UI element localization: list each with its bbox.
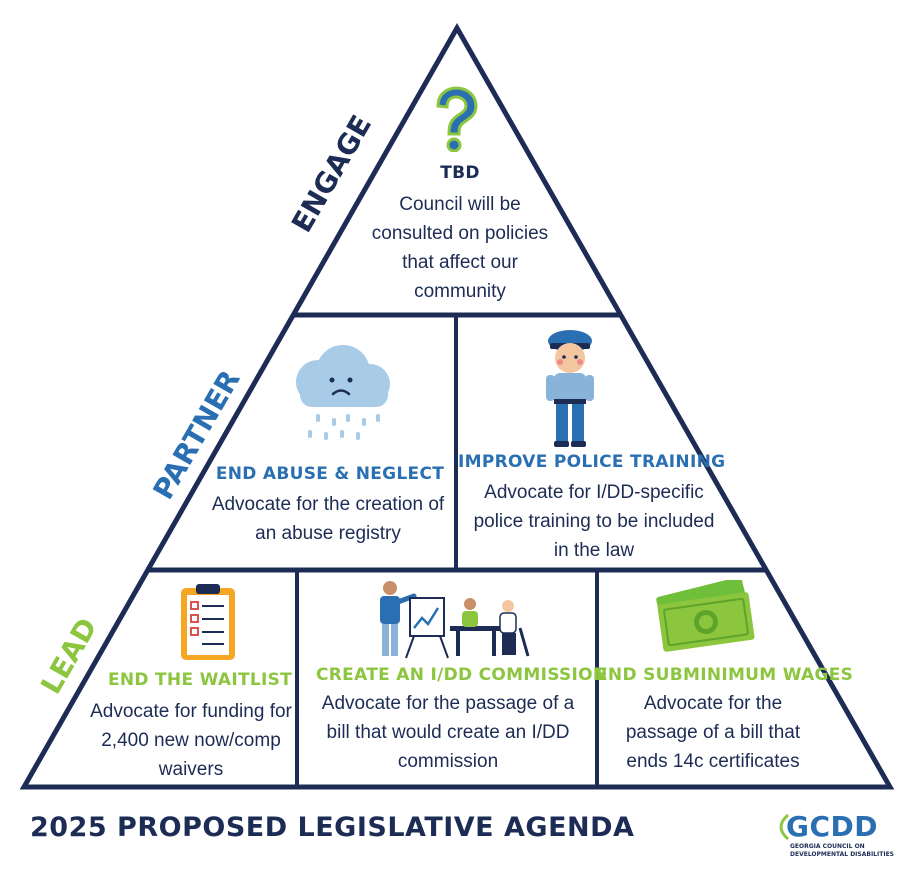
question-mark-icon [430, 86, 480, 152]
clipboard-checklist-icon [178, 582, 238, 662]
logo-mark: GCDD [786, 810, 879, 843]
tier-label-engage: ENGAGE [284, 109, 379, 239]
partner-right-heading: IMPROVE POLICE TRAINING [458, 452, 726, 472]
lead-left-body: Advocate for funding for 2,400 new now/comp waivers [90, 701, 292, 780]
agenda-title: 2025 PROPOSED LEGISLATIVE AGENDA [30, 812, 635, 843]
logo-line1: GEORGIA COUNCIL ON [790, 843, 865, 850]
meeting-presentation-icon [372, 578, 532, 660]
partner-right-body: Advocate for I/DD-specific police training to be included in the law [473, 482, 715, 561]
lead-middle-body: Advocate for the passage of a bill that would create an I/DD commission [321, 693, 575, 772]
money-bills-icon [652, 580, 760, 656]
tier-label-lead: LEAD [34, 612, 104, 700]
tier-label-partner: PARTNER [146, 364, 247, 505]
sad-cloud-icon [288, 342, 398, 444]
police-officer-icon [540, 325, 600, 450]
partner-left-heading: END ABUSE & NEGLECT [215, 464, 445, 484]
logo-line2: DEVELOPMENTAL DISABILITIES [790, 851, 894, 858]
lead-right-heading: END SUBMINIMUM WAGES [596, 665, 854, 685]
gcdd-logo [778, 810, 894, 862]
lead-right-body: Advocate for the passage of a bill that ends 14c certificates [625, 693, 801, 772]
partner-left-body: Advocate for the creation of an abuse registry [211, 494, 445, 544]
engage-body: Council will be consulted on policies that affect our community [371, 194, 549, 302]
engage-heading: TBD [440, 163, 480, 183]
lead-left-heading: END THE WAITLIST [107, 670, 293, 690]
lead-middle-heading: CREATE AN I/DD COMMISSION [316, 665, 608, 685]
